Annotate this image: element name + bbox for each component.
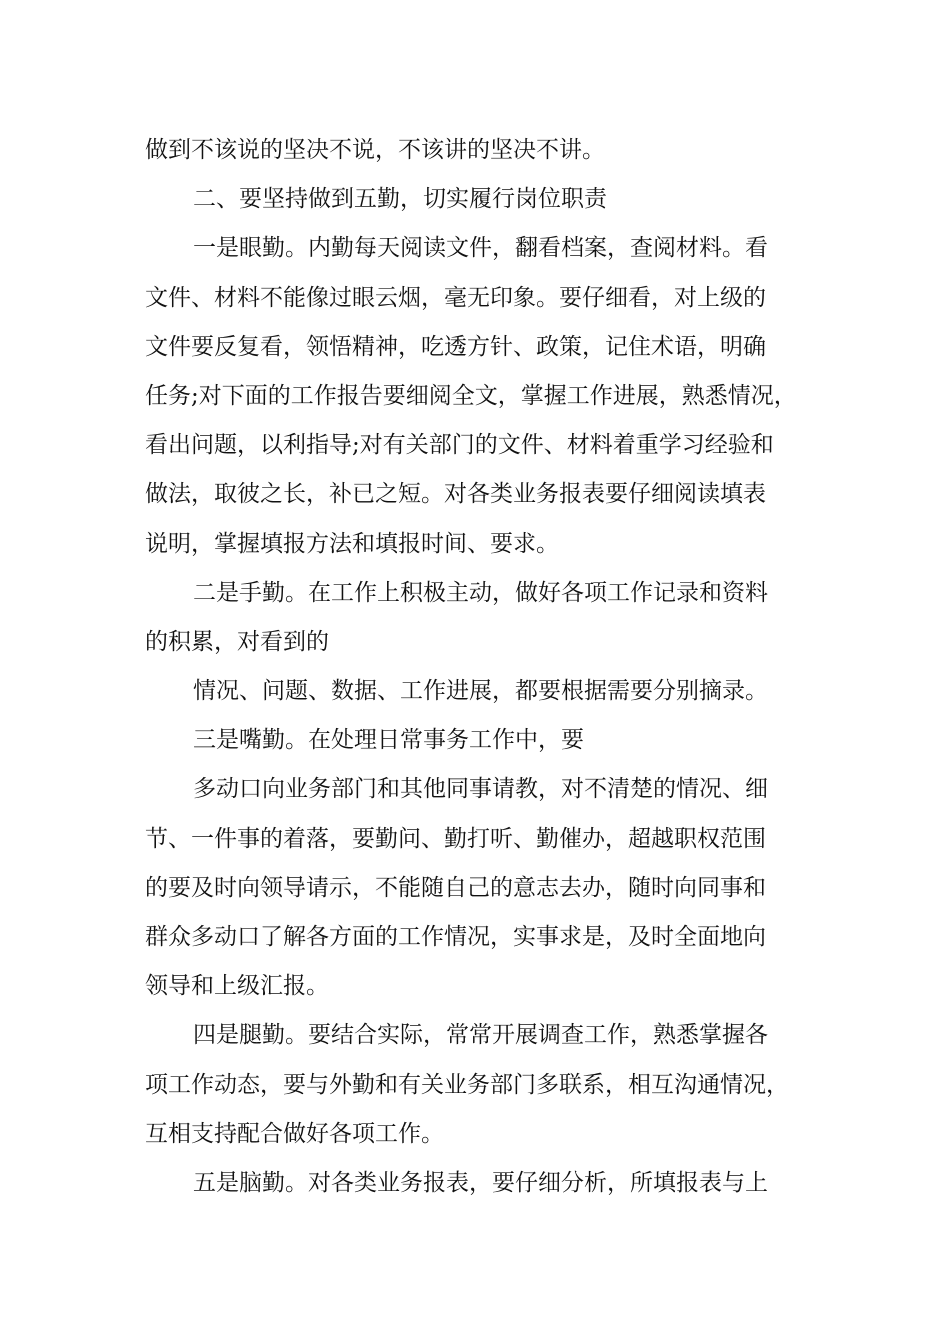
text-line: 说明，掌握填报方法和填报时间、要求。 bbox=[145, 530, 559, 557]
text-line: 二、要坚持做到五勤，切实履行岗位职责 bbox=[193, 186, 607, 213]
document-body bbox=[145, 126, 810, 1208]
text-line: 项工作动态，要与外勤和有关业务部门多联系，相互沟通情况， bbox=[145, 1071, 789, 1098]
text-line: 任务;对下面的工作报告要细阅全文，掌握工作进展，熟悉情况， bbox=[145, 382, 797, 409]
text-line: 多动口向业务部门和其他同事请教，对不清楚的情况、细 bbox=[193, 776, 768, 803]
text-line: 看出问题，以利指导;对有关部门的文件、材料着重学习经验和 bbox=[145, 432, 774, 459]
text-line: 群众多动口了解各方面的工作情况，实事求是，及时全面地向 bbox=[145, 924, 766, 950]
text-line: 做法，取彼之长，补已之短。对各类业务报表要仔细阅读填表 bbox=[145, 481, 766, 508]
text-line: 互相支持配合做好各项工作。 bbox=[145, 1120, 444, 1147]
text-line: 二是手勤。在工作上积极主动，做好各项工作记录和资料 bbox=[193, 579, 768, 606]
text-line: 做到不该说的坚决不说，不该讲的坚决不讲。 bbox=[145, 137, 605, 163]
text-line: 五是脑勤。对各类业务报表，要仔细分析，所填报表与上 bbox=[193, 1169, 768, 1196]
text-line: 领导和上级汇报。 bbox=[145, 973, 329, 1000]
text-line: 一是眼勤。内勤每天阅读文件，翻看档案，查阅材料。看 bbox=[193, 235, 768, 262]
text-line: 的积累，对看到的 bbox=[145, 628, 329, 655]
text-line: 的要及时向领导请示，不能随自己的意志去办，随时向同事和 bbox=[145, 874, 766, 901]
text-line: 三是嘴勤。在处理日常事务工作中，要 bbox=[193, 727, 584, 754]
text-line: 情况、问题、数据、工作进展，都要根据需要分别摘录。 bbox=[193, 678, 768, 705]
text-line: 节、一件事的着落，要勤问、勤打听、勤催办，超越职权范围 bbox=[145, 825, 766, 852]
text-line: 四是腿勤。要结合实际，常常开展调查工作，熟悉掌握各 bbox=[193, 1022, 768, 1049]
text-line: 文件、材料不能像过眼云烟，毫无印象。要仔细看，对上级的 bbox=[145, 284, 766, 311]
text-line: 文件要反复看，领悟精神，吃透方针、政策，记住术语，明确 bbox=[145, 333, 766, 360]
